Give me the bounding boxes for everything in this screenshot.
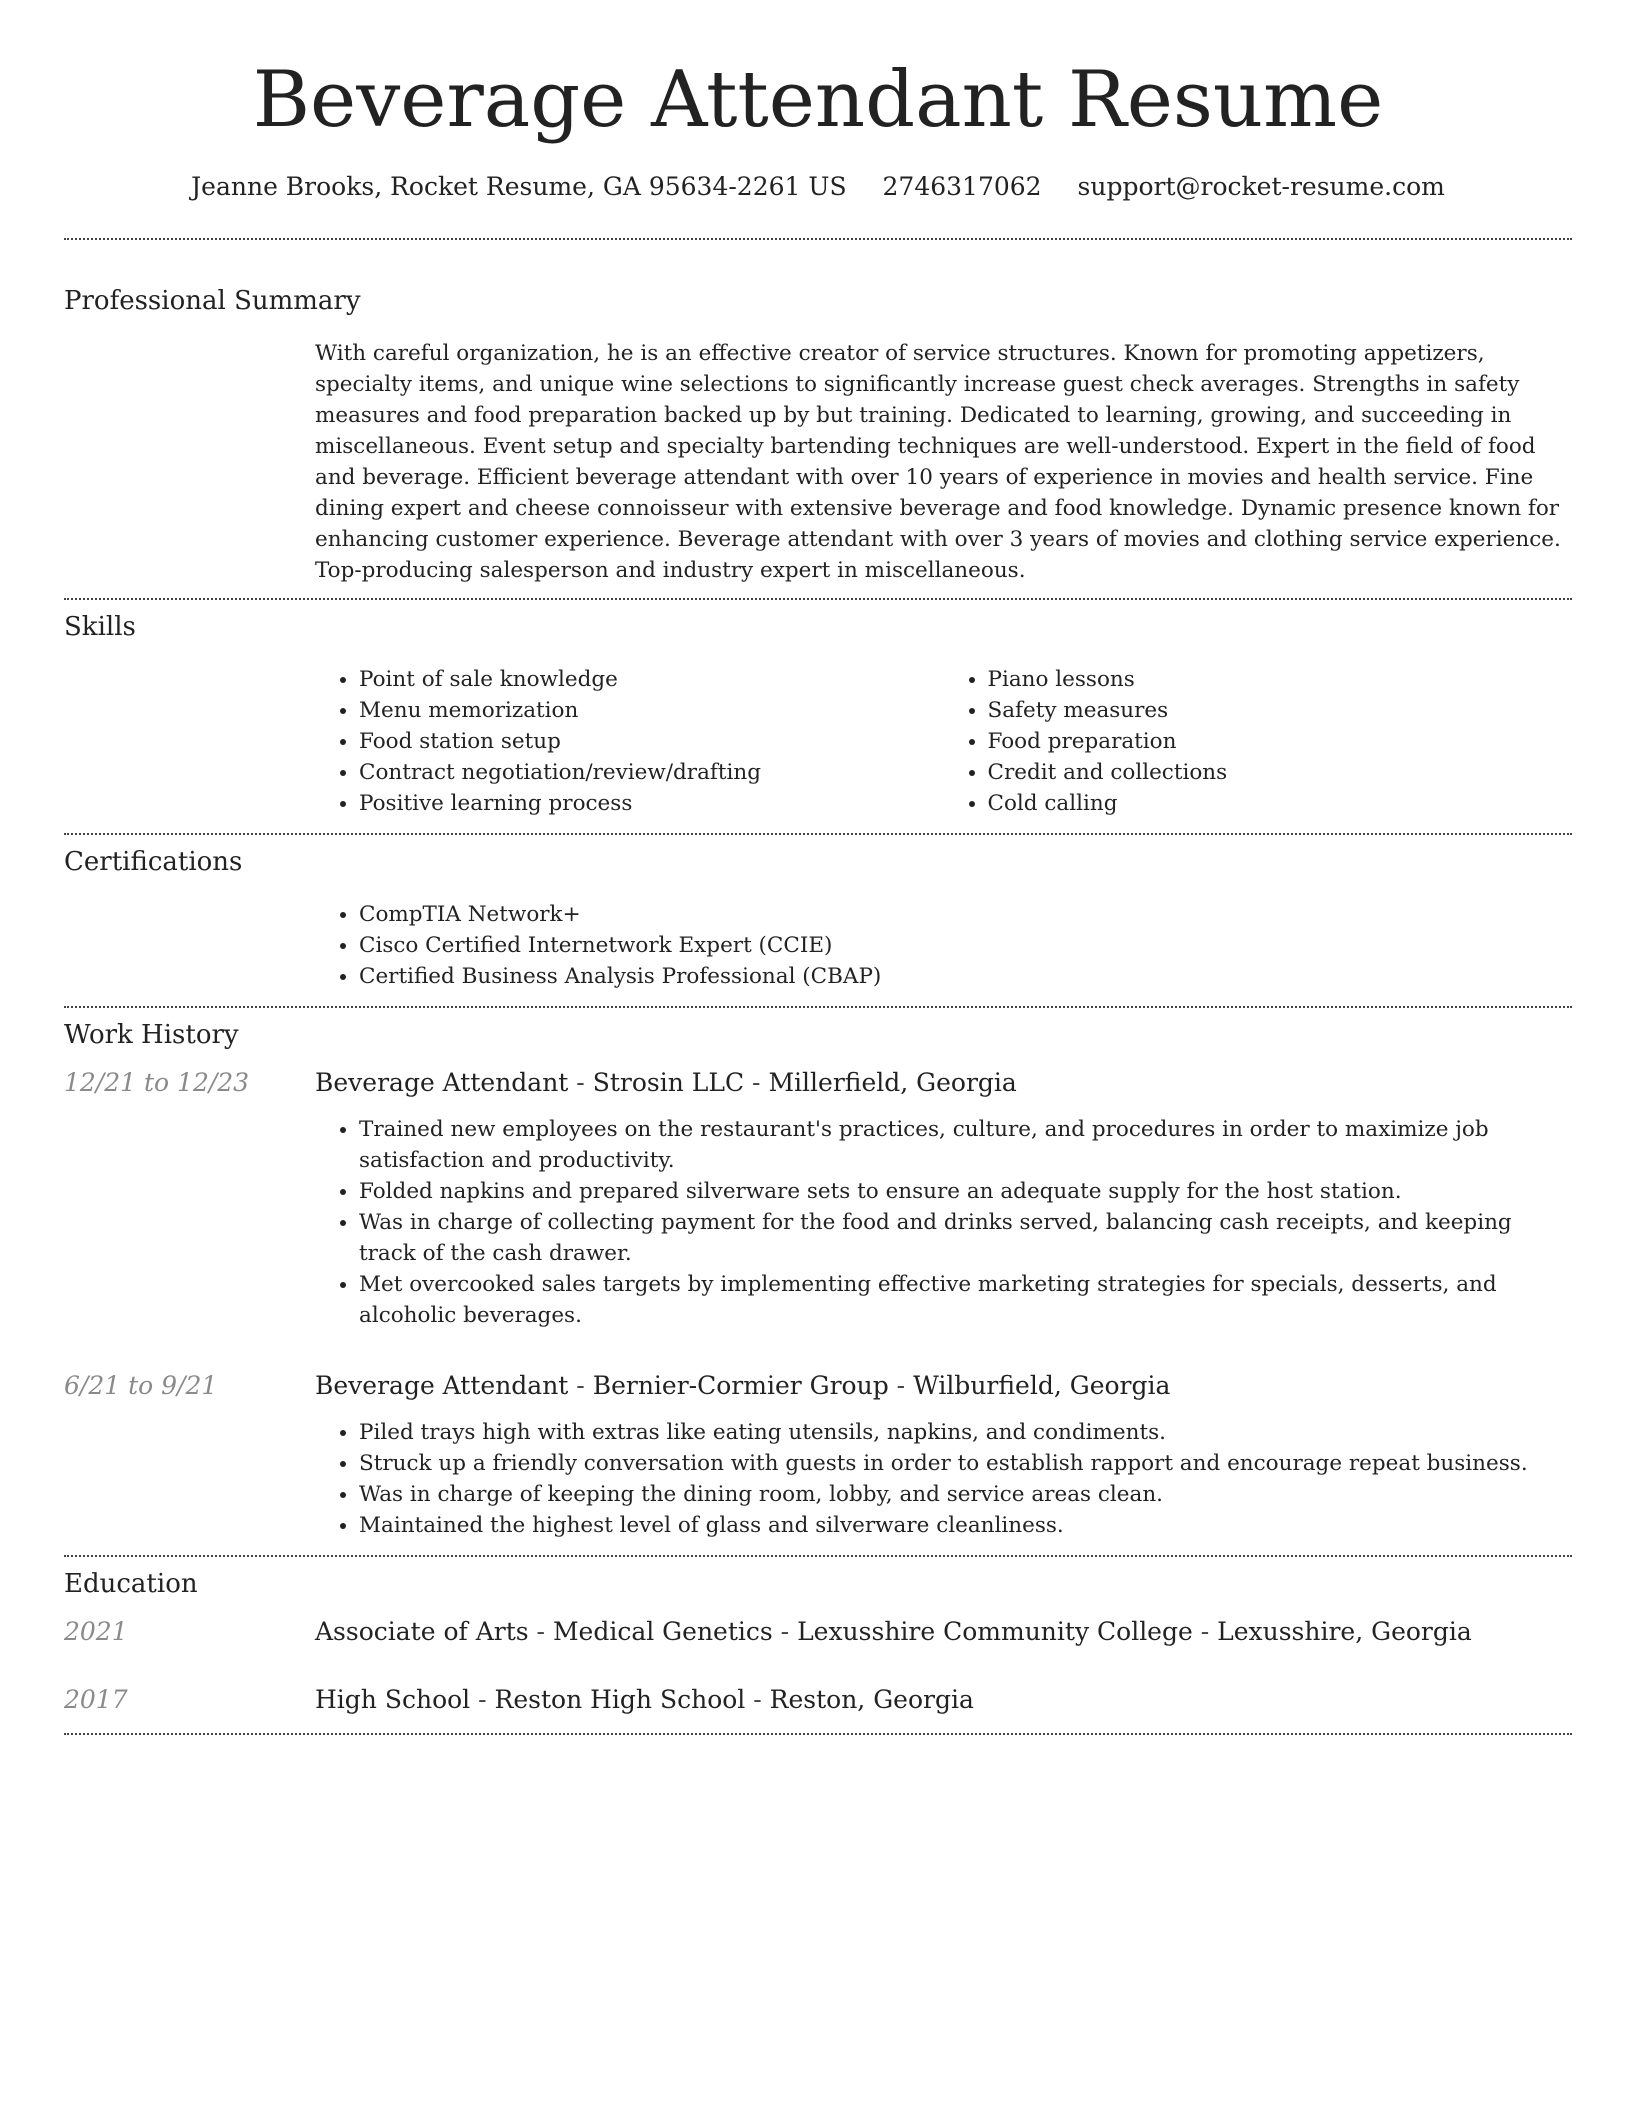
skill-item: • Food station setup [359,726,944,757]
separator: - [1192,1617,1218,1646]
education-section [64,1557,1572,1717]
education-school: Lexusshire Community College [797,1617,1193,1646]
skill-item: • Menu memorization [359,695,944,726]
education-school: Reston High School [494,1685,746,1714]
education-location: Lexusshire, Georgia [1217,1617,1472,1646]
job-entry [64,1369,1572,1541]
skill-item: • Credit and collections [988,757,1573,788]
separator: - [568,1371,593,1400]
job-bullet: • Trained new employees on the restaurant's practices, culture, and procedures in order to maximize job satisfaction and productivity. [359,1114,1572,1176]
education-degree: Associate of Arts [315,1617,529,1646]
work-history-section [64,1008,1572,1541]
skills-columns [315,664,1572,833]
education-degree: High School [315,1685,471,1714]
job-header [315,1066,1572,1100]
certification-item: • Certified Business Analysis Professional (CBAP) [359,961,1572,992]
skill-item: • Point of sale knowledge [359,664,944,695]
certifications-content [315,899,1572,1006]
certifications-list [315,899,1572,992]
education-year: 2017 [64,1685,128,1714]
education-location: Reston, Georgia [769,1685,974,1714]
summary-section [64,240,1572,598]
separator: - [568,1068,593,1097]
job-company: Bernier-Cormier Group [592,1371,889,1400]
separator: - [745,1685,770,1714]
education-field: Medical Genetics [552,1617,773,1646]
job-title: Beverage Attendant [315,1371,569,1400]
job-dates: 12/21 to 12/23 [64,1068,250,1097]
contact-address: Jeanne Brooks, Rocket Resume, GA 95634-2261 US [191,172,847,201]
skill-item: • Safety measures [988,695,1573,726]
summary-text: With careful organization, he is an effective creator of service structures. Known for promoting appetizers, specialty items, and unique wine selections to significantly increase guest check averages. Strengths in safety measures and food preparation backed up by but training. Dedicated to learning, growing, and succeeding in miscellaneous. Event setup and specialty bartending techniques are well-understood. Expert in the field of food and beverage. Efficient beverage attendant with over 10 years of experience in movies and health service. Fine dining expert and cheese connoisseur with extensive beverage and food knowledge. Dynamic presence known for enhancing customer experience. Beverage attendant with over 3 years of movies and clothing service experience. Top-producing salesperson and industry expert in miscellaneous. [315,341,1561,583]
job-dates: 6/21 to 9/21 [64,1371,218,1400]
skills-list-right [944,664,1573,819]
job-title: Beverage Attendant [315,1068,569,1097]
skills-section [64,600,1572,833]
contact-phone: 2746317062 [882,172,1042,201]
job-bullet: • Struck up a friendly conversation with guests in order to establish rapport and encourage repeat business. [359,1448,1572,1479]
education-year: 2021 [64,1617,128,1646]
job-details [315,1114,1572,1331]
job-bullet: • Piled trays high with extras like eating utensils, napkins, and condiments. [359,1417,1572,1448]
skill-item: • Contract negotiation/review/drafting [359,757,944,788]
section-heading: Education [64,1569,198,1599]
job-details [315,1417,1572,1541]
separator: - [744,1068,769,1097]
divider [64,1733,1572,1735]
education-entry [64,1683,1572,1717]
contact-email: support@rocket-resume.com [1077,172,1445,201]
job-bullet: • Maintained the highest level of glass and silverware cleanliness. [359,1510,1572,1541]
skill-item: • Cold calling [988,788,1573,819]
education-header [315,1615,1572,1649]
separator: - [470,1685,495,1714]
separator: - [528,1617,553,1646]
job-bullets [315,1417,1572,1541]
job-entry [64,1066,1572,1331]
contact-line [64,170,1572,204]
education-entry [64,1615,1572,1649]
skill-item: • Piano lessons [988,664,1573,695]
section-heading: Certifications [64,847,243,877]
job-bullet: • Met overcooked sales targets by implementing effective marketing strategies for specials, desserts, and alcoholic beverages. [359,1269,1572,1331]
job-bullet: • Folded napkins and prepared silverware sets to ensure an adequate supply for the host station. [359,1176,1572,1207]
certifications-section [64,835,1572,1006]
section-heading: Work History [64,1020,239,1050]
job-bullets [315,1114,1572,1331]
skill-item: • Food preparation [988,726,1573,757]
job-bullet: • Was in charge of keeping the dining room, lobby, and service areas clean. [359,1479,1572,1510]
skill-item: • Positive learning process [359,788,944,819]
section-heading: Professional Summary [64,286,361,316]
resume-title: Beverage Attendant Resume [252,55,1384,145]
certification-item: • CompTIA Network+ [359,899,1572,930]
job-company: Strosin LLC [592,1068,745,1097]
section-heading: Skills [64,612,136,642]
job-header [315,1369,1572,1403]
job-bullet: • Was in charge of collecting payment for the food and drinks served, balancing cash receipts, and keeping track of the cash drawer. [359,1207,1572,1269]
separator: - [772,1617,798,1646]
resume-page [64,0,1572,1735]
job-location: Millerfield, Georgia [768,1068,1017,1097]
skills-list-left [315,664,944,819]
certification-item: • Cisco Certified Internetwork Expert (CCIE) [359,930,1572,961]
education-header [315,1683,1572,1717]
separator: - [888,1371,914,1400]
job-location: Wilburfield, Georgia [913,1371,1171,1400]
